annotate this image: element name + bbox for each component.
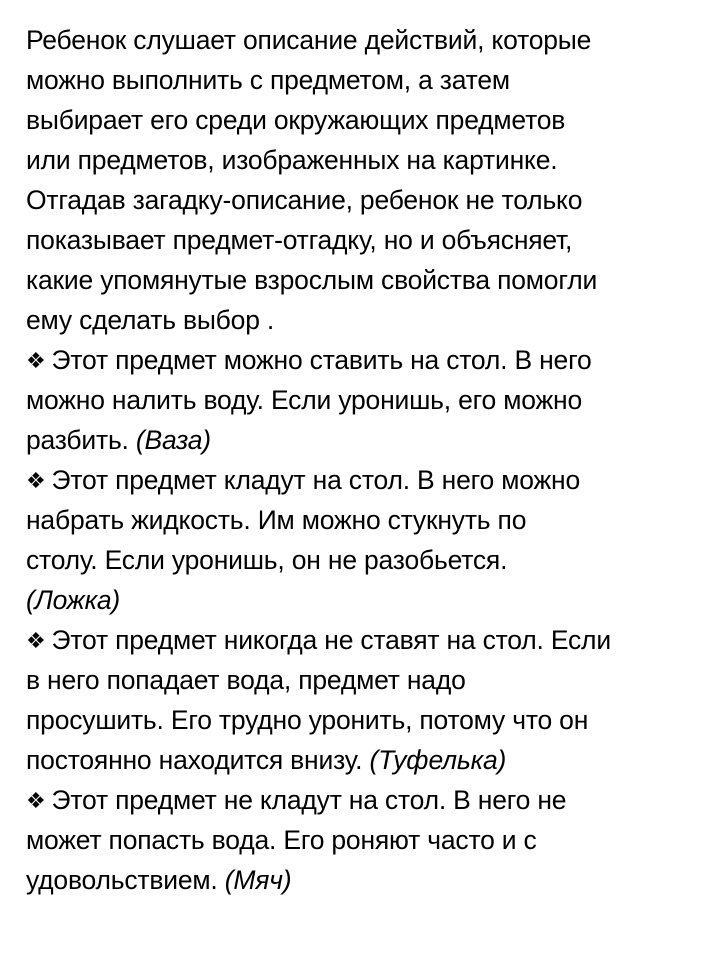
riddle-answer: (Туфелька) xyxy=(369,745,507,775)
intro-line: ему сделать выбор . xyxy=(26,305,275,335)
intro-line: Отгадав загадку-описание, ребенок не только xyxy=(26,185,583,215)
riddle-line: можно налить воду. Если уронишь, его можно xyxy=(26,385,582,415)
diamond-bullet-icon: ❖ xyxy=(26,468,46,493)
riddle-text: Этот предмет можно ставить на стол. В него xyxy=(51,345,592,375)
riddle-line: в него попадает вода, предмет надо xyxy=(26,665,466,695)
riddle-line: просушить. Его трудно уронить, потому что он xyxy=(26,705,589,735)
riddle-line: столу. Если уронишь, он не разобьется. xyxy=(26,545,508,575)
intro-line: можно выполнить с предметом, а затем xyxy=(26,65,510,95)
riddle-line xyxy=(26,860,696,900)
riddle-line xyxy=(26,340,696,380)
riddle-text: Этот предмет никогда не ставят на стол. Если xyxy=(51,625,611,655)
riddle-line xyxy=(26,740,696,780)
riddle-line xyxy=(26,420,696,460)
riddle-text: удовольствием. xyxy=(26,865,225,895)
riddle-line xyxy=(26,780,696,820)
riddle-text: Этот предмет кладут на стол. В него можно xyxy=(51,465,580,495)
diamond-bullet-icon: ❖ xyxy=(26,628,46,653)
intro-paragraph xyxy=(26,20,696,340)
riddle-answer: (Ваза) xyxy=(135,425,211,455)
intro-line: Ребенок слушает описание действий, которые xyxy=(26,25,592,55)
intro-line: или предметов, изображенных на картинке. xyxy=(26,145,558,175)
intro-line: какие упомянутые взрослым свойства помогли xyxy=(26,265,598,295)
riddle-line: может попасть вода. Его роняют часто и с xyxy=(26,825,537,855)
diamond-bullet-icon: ❖ xyxy=(26,788,46,813)
diamond-bullet-icon: ❖ xyxy=(26,348,46,373)
riddle-text: Этот предмет не кладут на стол. В него не xyxy=(51,785,567,815)
riddle-text: постоянно находится внизу. xyxy=(26,745,370,775)
riddle-line xyxy=(26,620,696,660)
riddle-text: разбить. xyxy=(26,425,136,455)
riddle-item xyxy=(26,780,696,900)
riddle-item xyxy=(26,460,696,620)
riddle-line xyxy=(26,460,696,500)
riddle-answer: (Мяч) xyxy=(224,865,292,895)
intro-line: выбирает его среди окружающих предметов xyxy=(26,105,566,135)
riddle-answer: (Ложка) xyxy=(26,585,121,615)
riddle-line: набрать жидкость. Им можно стукнуть по xyxy=(26,505,527,535)
riddle-item xyxy=(26,340,696,460)
riddle-item xyxy=(26,620,696,780)
riddle-line xyxy=(26,580,696,620)
intro-line: показывает предмет-отгадку, но и объясняет, xyxy=(26,225,573,255)
